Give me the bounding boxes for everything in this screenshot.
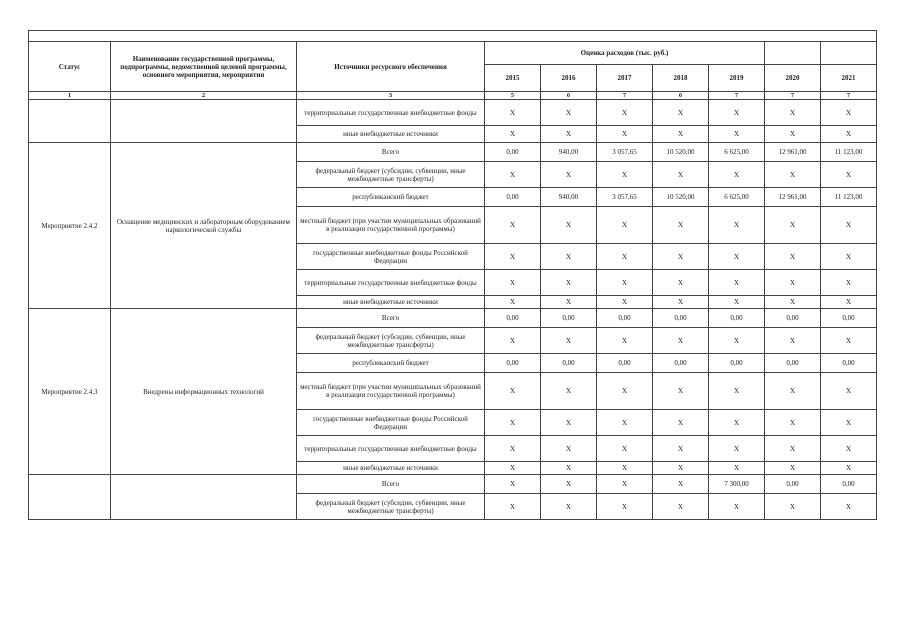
value-cell: 940,00 xyxy=(541,143,597,162)
value-cell: X xyxy=(821,126,877,143)
table-row xyxy=(29,143,877,162)
source-cell: федеральный бюджет (субсидии, субвенции, иные межбюджетные трансферты) xyxy=(297,328,485,354)
value-cell: X xyxy=(597,436,653,462)
value-cell: 11 123,00 xyxy=(821,143,877,162)
value-cell: X xyxy=(653,373,709,410)
value-cell: 940,00 xyxy=(541,188,597,207)
column-number: 1 xyxy=(29,92,111,100)
value-cell: X xyxy=(541,436,597,462)
column-number: 2 xyxy=(111,92,297,100)
source-cell: иные внебюджетные источники xyxy=(297,126,485,143)
status-cell: Мероприятие 2.4.3 xyxy=(29,309,111,475)
value-cell: 6 625,00 xyxy=(709,143,765,162)
value-cell: X xyxy=(821,410,877,436)
source-cell: территориальные государственные внебюджетные фонды xyxy=(297,436,485,462)
value-cell: X xyxy=(653,296,709,309)
column-number: 7 xyxy=(709,92,765,100)
value-cell: X xyxy=(485,475,541,494)
value-cell: 0,00 xyxy=(541,309,597,328)
value-cell: 0,00 xyxy=(821,475,877,494)
value-cell: 0,00 xyxy=(485,309,541,328)
value-cell: X xyxy=(597,410,653,436)
value-cell: X xyxy=(709,373,765,410)
value-cell: 0,00 xyxy=(485,143,541,162)
source-cell: Всего xyxy=(297,143,485,162)
column-numbers-row xyxy=(29,92,877,100)
value-cell: X xyxy=(541,373,597,410)
value-cell: X xyxy=(821,100,877,126)
expenditure-table xyxy=(28,30,877,520)
value-cell: X xyxy=(597,328,653,354)
value-cell: X xyxy=(597,296,653,309)
name-header: Наименование государственной программы, подпрограммы, ведомственной целевой программы, основного мероприятия, мероприятия xyxy=(111,42,297,92)
year-header: 2020 xyxy=(765,65,821,92)
value-cell: 0,00 xyxy=(653,354,709,373)
value-cell: X xyxy=(653,328,709,354)
value-cell: X xyxy=(765,100,821,126)
name-cell: Оснащение медицинских и лабораторным оборудованием наркологической службы xyxy=(111,143,297,309)
status-cell: Мероприятие 2.4.2 xyxy=(29,143,111,309)
value-cell: 0,00 xyxy=(765,475,821,494)
value-cell: X xyxy=(765,373,821,410)
value-cell: X xyxy=(765,126,821,143)
value-cell: 3 057,65 xyxy=(597,188,653,207)
value-cell: X xyxy=(597,162,653,188)
value-cell: X xyxy=(653,494,709,520)
value-cell: X xyxy=(541,462,597,475)
estimate-header-extra-2 xyxy=(821,42,877,65)
value-cell: X xyxy=(765,436,821,462)
column-number: 7 xyxy=(765,92,821,100)
value-cell: X xyxy=(485,207,541,244)
value-cell: X xyxy=(765,462,821,475)
table-row xyxy=(29,100,877,126)
value-cell: 0,00 xyxy=(709,309,765,328)
value-cell: X xyxy=(485,373,541,410)
value-cell: X xyxy=(821,296,877,309)
value-cell: X xyxy=(709,328,765,354)
year-header: 2021 xyxy=(821,65,877,92)
value-cell: X xyxy=(485,462,541,475)
name-cell xyxy=(111,100,297,143)
value-cell: X xyxy=(821,494,877,520)
value-cell: X xyxy=(541,100,597,126)
value-cell: X xyxy=(653,475,709,494)
value-cell: 0,00 xyxy=(653,309,709,328)
value-cell: X xyxy=(485,410,541,436)
value-cell: 7 300,00 xyxy=(709,475,765,494)
value-cell: X xyxy=(821,373,877,410)
value-cell: X xyxy=(821,207,877,244)
value-cell: X xyxy=(765,410,821,436)
value-cell: 0,00 xyxy=(765,354,821,373)
value-cell: 0,00 xyxy=(597,309,653,328)
value-cell: X xyxy=(541,162,597,188)
value-cell: X xyxy=(765,328,821,354)
header-row-1 xyxy=(29,42,877,65)
value-cell: X xyxy=(765,244,821,270)
value-cell: 10 520,00 xyxy=(653,188,709,207)
value-cell: X xyxy=(709,100,765,126)
value-cell: 0,00 xyxy=(485,354,541,373)
value-cell: X xyxy=(765,494,821,520)
value-cell: X xyxy=(597,244,653,270)
value-cell: X xyxy=(485,100,541,126)
value-cell: X xyxy=(485,162,541,188)
value-cell: 0,00 xyxy=(709,354,765,373)
value-cell: X xyxy=(821,162,877,188)
value-cell: X xyxy=(541,296,597,309)
year-header: 2018 xyxy=(653,65,709,92)
source-cell: иные внебюджетные источники xyxy=(297,296,485,309)
status-cell xyxy=(29,100,111,143)
value-cell: X xyxy=(709,410,765,436)
year-header: 2017 xyxy=(597,65,653,92)
value-cell: X xyxy=(597,475,653,494)
value-cell: 0,00 xyxy=(597,354,653,373)
estimate-header: Оценка расходов (тыс. руб.) xyxy=(485,42,765,65)
name-cell xyxy=(111,475,297,520)
value-cell: X xyxy=(653,244,709,270)
value-cell: X xyxy=(709,270,765,296)
value-cell: 0,00 xyxy=(765,309,821,328)
year-header: 2016 xyxy=(541,65,597,92)
value-cell: X xyxy=(485,126,541,143)
value-cell: X xyxy=(765,296,821,309)
value-cell: X xyxy=(709,462,765,475)
value-cell: X xyxy=(765,207,821,244)
value-cell: 11 123,00 xyxy=(821,188,877,207)
table-body xyxy=(29,100,877,520)
value-cell: X xyxy=(821,270,877,296)
value-cell: X xyxy=(541,270,597,296)
top-band xyxy=(29,31,877,42)
column-number: 3 xyxy=(297,92,485,100)
value-cell: X xyxy=(821,436,877,462)
table-row xyxy=(29,309,877,328)
source-cell: местный бюджет (при участии муниципальных образований в реализации государственной программы) xyxy=(297,207,485,244)
value-cell: X xyxy=(653,162,709,188)
value-cell: X xyxy=(653,410,709,436)
value-cell: X xyxy=(709,494,765,520)
value-cell: X xyxy=(485,244,541,270)
value-cell: X xyxy=(597,270,653,296)
value-cell: 0,00 xyxy=(821,354,877,373)
value-cell: X xyxy=(485,436,541,462)
sources-header: Источники ресурсного обеспечения xyxy=(297,42,485,92)
value-cell: X xyxy=(541,207,597,244)
value-cell: 6 625,00 xyxy=(709,188,765,207)
value-cell: X xyxy=(709,296,765,309)
top-band-row xyxy=(29,31,877,42)
column-number: 6 xyxy=(541,92,597,100)
value-cell: X xyxy=(653,126,709,143)
value-cell: X xyxy=(541,475,597,494)
value-cell: X xyxy=(709,207,765,244)
source-cell: местный бюджет (при участии муниципальных образований в реализации государственной программы) xyxy=(297,373,485,410)
value-cell: 3 057,65 xyxy=(597,143,653,162)
value-cell: X xyxy=(709,162,765,188)
value-cell: X xyxy=(765,270,821,296)
value-cell: X xyxy=(821,244,877,270)
value-cell: X xyxy=(709,244,765,270)
column-number: 7 xyxy=(597,92,653,100)
source-cell: государственные внебюджетные фонды Российской Федерации xyxy=(297,244,485,270)
source-cell: республиканский бюджет xyxy=(297,354,485,373)
column-number: 7 xyxy=(821,92,877,100)
status-header: Статус xyxy=(29,42,111,92)
value-cell: X xyxy=(709,436,765,462)
value-cell: X xyxy=(653,207,709,244)
value-cell: X xyxy=(597,373,653,410)
source-cell: республиканский бюджет xyxy=(297,188,485,207)
name-cell: Внедрены информационных технологий xyxy=(111,309,297,475)
source-cell: территориальные государственные внебюджетные фонды xyxy=(297,270,485,296)
source-cell: иные внебюджетные источники xyxy=(297,462,485,475)
value-cell: X xyxy=(597,126,653,143)
value-cell: 0,00 xyxy=(541,354,597,373)
value-cell: X xyxy=(541,328,597,354)
source-cell: федеральный бюджет (субсидии, субвенции, иные межбюджетные трансферты) xyxy=(297,494,485,520)
table-row xyxy=(29,475,877,494)
value-cell: X xyxy=(541,244,597,270)
value-cell: X xyxy=(653,100,709,126)
value-cell: X xyxy=(597,462,653,475)
source-cell: Всего xyxy=(297,309,485,328)
year-header: 2019 xyxy=(709,65,765,92)
column-number: 5 xyxy=(485,92,541,100)
value-cell: X xyxy=(821,328,877,354)
value-cell: X xyxy=(485,296,541,309)
value-cell: X xyxy=(485,494,541,520)
value-cell: 12 961,00 xyxy=(765,143,821,162)
value-cell: X xyxy=(485,270,541,296)
status-cell xyxy=(29,475,111,520)
value-cell: X xyxy=(709,126,765,143)
value-cell: X xyxy=(485,328,541,354)
value-cell: X xyxy=(597,100,653,126)
year-header: 2015 xyxy=(485,65,541,92)
value-cell: X xyxy=(541,494,597,520)
estimate-header-extra-1 xyxy=(765,42,821,65)
column-number: 6 xyxy=(653,92,709,100)
source-cell: территориальные государственные внебюджетные фонды xyxy=(297,100,485,126)
value-cell: 0,00 xyxy=(485,188,541,207)
value-cell: 0,00 xyxy=(821,309,877,328)
source-cell: федеральный бюджет (субсидии, субвенции, иные межбюджетные трансферты) xyxy=(297,162,485,188)
value-cell: X xyxy=(597,207,653,244)
value-cell: X xyxy=(765,162,821,188)
value-cell: X xyxy=(653,462,709,475)
value-cell: X xyxy=(541,126,597,143)
value-cell: X xyxy=(653,270,709,296)
source-cell: Всего xyxy=(297,475,485,494)
source-cell: государственные внебюджетные фонды Российской Федерации xyxy=(297,410,485,436)
value-cell: X xyxy=(653,436,709,462)
value-cell: X xyxy=(541,410,597,436)
value-cell: 10 520,00 xyxy=(653,143,709,162)
value-cell: X xyxy=(821,462,877,475)
value-cell: X xyxy=(597,494,653,520)
value-cell: 12 961,00 xyxy=(765,188,821,207)
